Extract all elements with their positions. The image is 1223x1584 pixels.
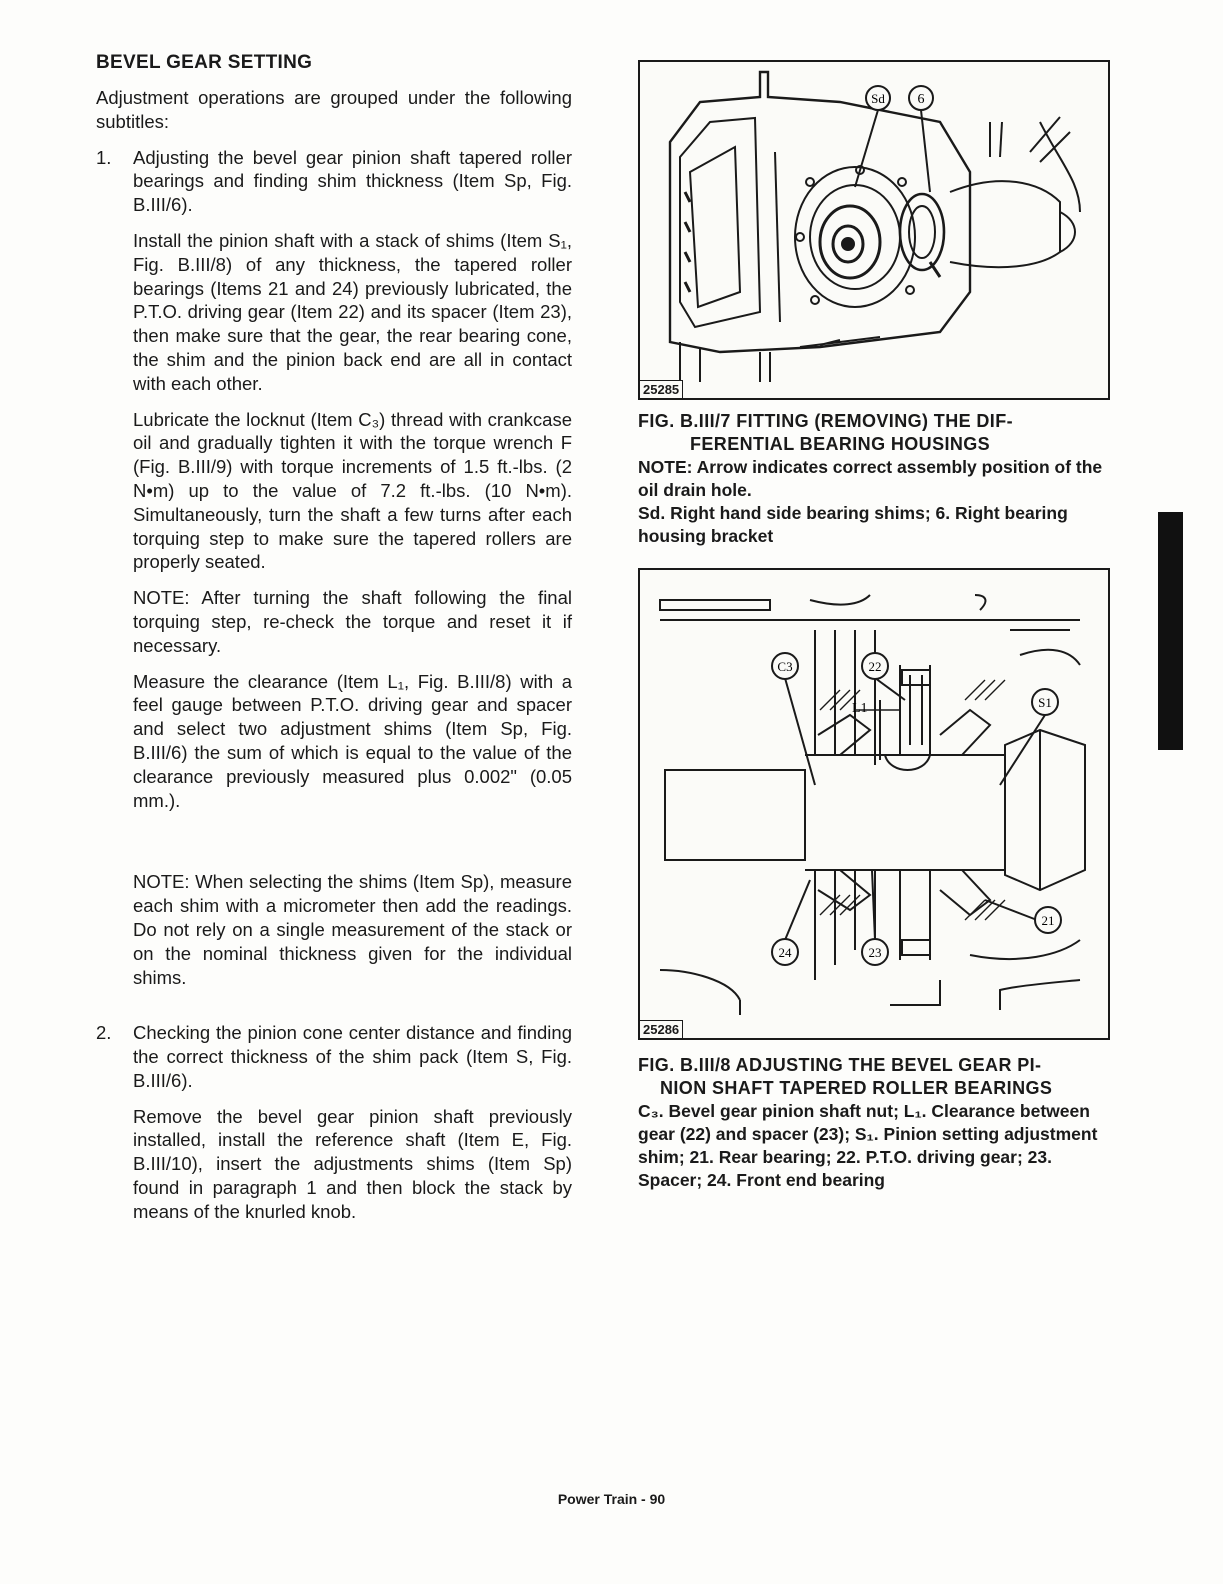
figure-7-legend: Sd. Right hand side bearing shims; 6. Right bearing housing bracket <box>638 503 1068 546</box>
figure-8-caption-line-1: FIG. B.III/8 ADJUSTING THE BEVEL GEAR PI- <box>638 1055 1042 1075</box>
item1-title: Adjusting the bevel gear pinion shaft tapered roller bearings and finding shim thickness (Item Sp, Fig. B.III/6). <box>133 146 572 216</box>
callout-6 <box>909 86 933 110</box>
item1-paragraph-1: Install the pinion shaft with a stack of shims (Item S₁, Fig. B.III/8) of any thickness, the tapered roller bearings (Items 21 and 24) previously lubricated, the P.T.O. driving gear (Item 22) and its spacer (Item 23), then make sure that the gear, the rear bearing cone, the shim and the pinion back end are all in contact with each other. <box>133 229 572 394</box>
callout-s1 <box>1032 689 1058 715</box>
callout-24 <box>772 939 798 965</box>
label-c3: C3 <box>777 659 793 674</box>
item2-paragraph-1: Remove the bevel gear pinion shaft previously installed, install the reference shaft (Item E, Fig. B.III/10), insert the adjustments shims (Item Sp) found in paragraph 1 and then block the stack by means of the knurled knob. <box>133 1105 572 1222</box>
figure-8-number: 25286 <box>640 1020 683 1038</box>
figure-7-caption <box>638 410 1110 548</box>
callout-c3 <box>772 653 798 679</box>
item1-paragraph-3: Measure the clearance (Item L₁, Fig. B.III/8) with a feel gauge between P.T.O. driving gear and spacer and select two adjustment shims (Item Sp, Fig. B.III/6) the sum of which is equal to the value of the clearance previously measured plus 0.002" (0.05 mm.). <box>133 670 572 811</box>
callout-23 <box>862 939 888 965</box>
figure-8-caption-line-2: NION SHAFT TAPERED ROLLER BEARINGS <box>660 1078 1053 1098</box>
item1-paragraph-2: Lubricate the locknut (Item C₃) thread with crankcase oil and gradually tighten it with the torque wrench F (Fig. B.III/9) with torque increments of 1.5 ft.-lbs. (2 N•m) up to the value of 7.2 ft.-lbs. (10 N•m). Simultaneously, turn the shaft a few turns after each torquing step to make sure the tapered rollers are properly seated. <box>133 408 572 573</box>
figure-8-legend: C₃. Bevel gear pinion shaft nut; L₁. Clearance between gear (22) and spacer (23); S₁. Pinion setting adjustment shim; 21. Rear bearing; 22. P.T.O. driving gear; 23. Spacer; 24. Front end bearing <box>638 1101 1098 1190</box>
figure-7-caption-line-2: FERENTIAL BEARING HOUSINGS <box>690 434 991 454</box>
label-sd: Sd <box>871 91 885 106</box>
list-item-1 <box>96 146 572 990</box>
label-l1: L1 <box>852 701 868 716</box>
label-23: 23 <box>868 945 882 960</box>
right-column <box>638 60 1110 1192</box>
item1-note-2: NOTE: When selecting the shims (Item Sp), measure each shim with a micrometer then add the readings. Do not rely on a single measurement of the stack or on the nominal thickness given for the individual shims. <box>133 871 572 988</box>
label-22: 22 <box>868 659 882 674</box>
figure-b-iii-8 <box>638 568 1110 1040</box>
label-24: 24 <box>778 945 792 960</box>
figure-7-caption-line-1: FIG. B.III/7 FITTING (REMOVING) THE DIF- <box>638 411 1013 431</box>
list-number-1: 1. <box>96 146 112 168</box>
item2-title: Checking the pinion cone center distance and finding the correct thickness of the shim pack (Item S, Fig. B.III/6). <box>133 1022 572 1091</box>
figure-8-caption <box>638 1054 1110 1192</box>
section-heading: BEVEL GEAR SETTING <box>96 52 313 73</box>
pinion-shaft-cross-section <box>640 570 1108 1038</box>
callout-21 <box>1035 907 1061 933</box>
label-21: 21 <box>1041 913 1055 928</box>
item1-note-1: NOTE: After turning the shaft following the final torquing step, re-check the torque and reset it if necessary. <box>133 587 572 656</box>
figure-b-iii-7 <box>638 60 1110 400</box>
label-6: 6 <box>917 92 925 107</box>
list-number-2: 2. <box>96 1022 112 1044</box>
callout-sd <box>866 86 890 110</box>
label-s1: S1 <box>1038 695 1052 710</box>
list-item-2 <box>96 1021 572 1223</box>
figure-7-number: 25285 <box>640 380 683 398</box>
section-tab-marker <box>1158 512 1183 750</box>
callout-22 <box>862 653 888 679</box>
intro-paragraph: Adjustment operations are grouped under the following subtitles: <box>96 87 572 132</box>
left-column <box>96 52 572 1236</box>
differential-housing-illustration <box>640 62 1108 398</box>
figure-7-note: NOTE: Arrow indicates correct assembly position of the oil drain hole. <box>638 457 1103 500</box>
page-footer: Power Train - 90 <box>557 1491 666 1507</box>
